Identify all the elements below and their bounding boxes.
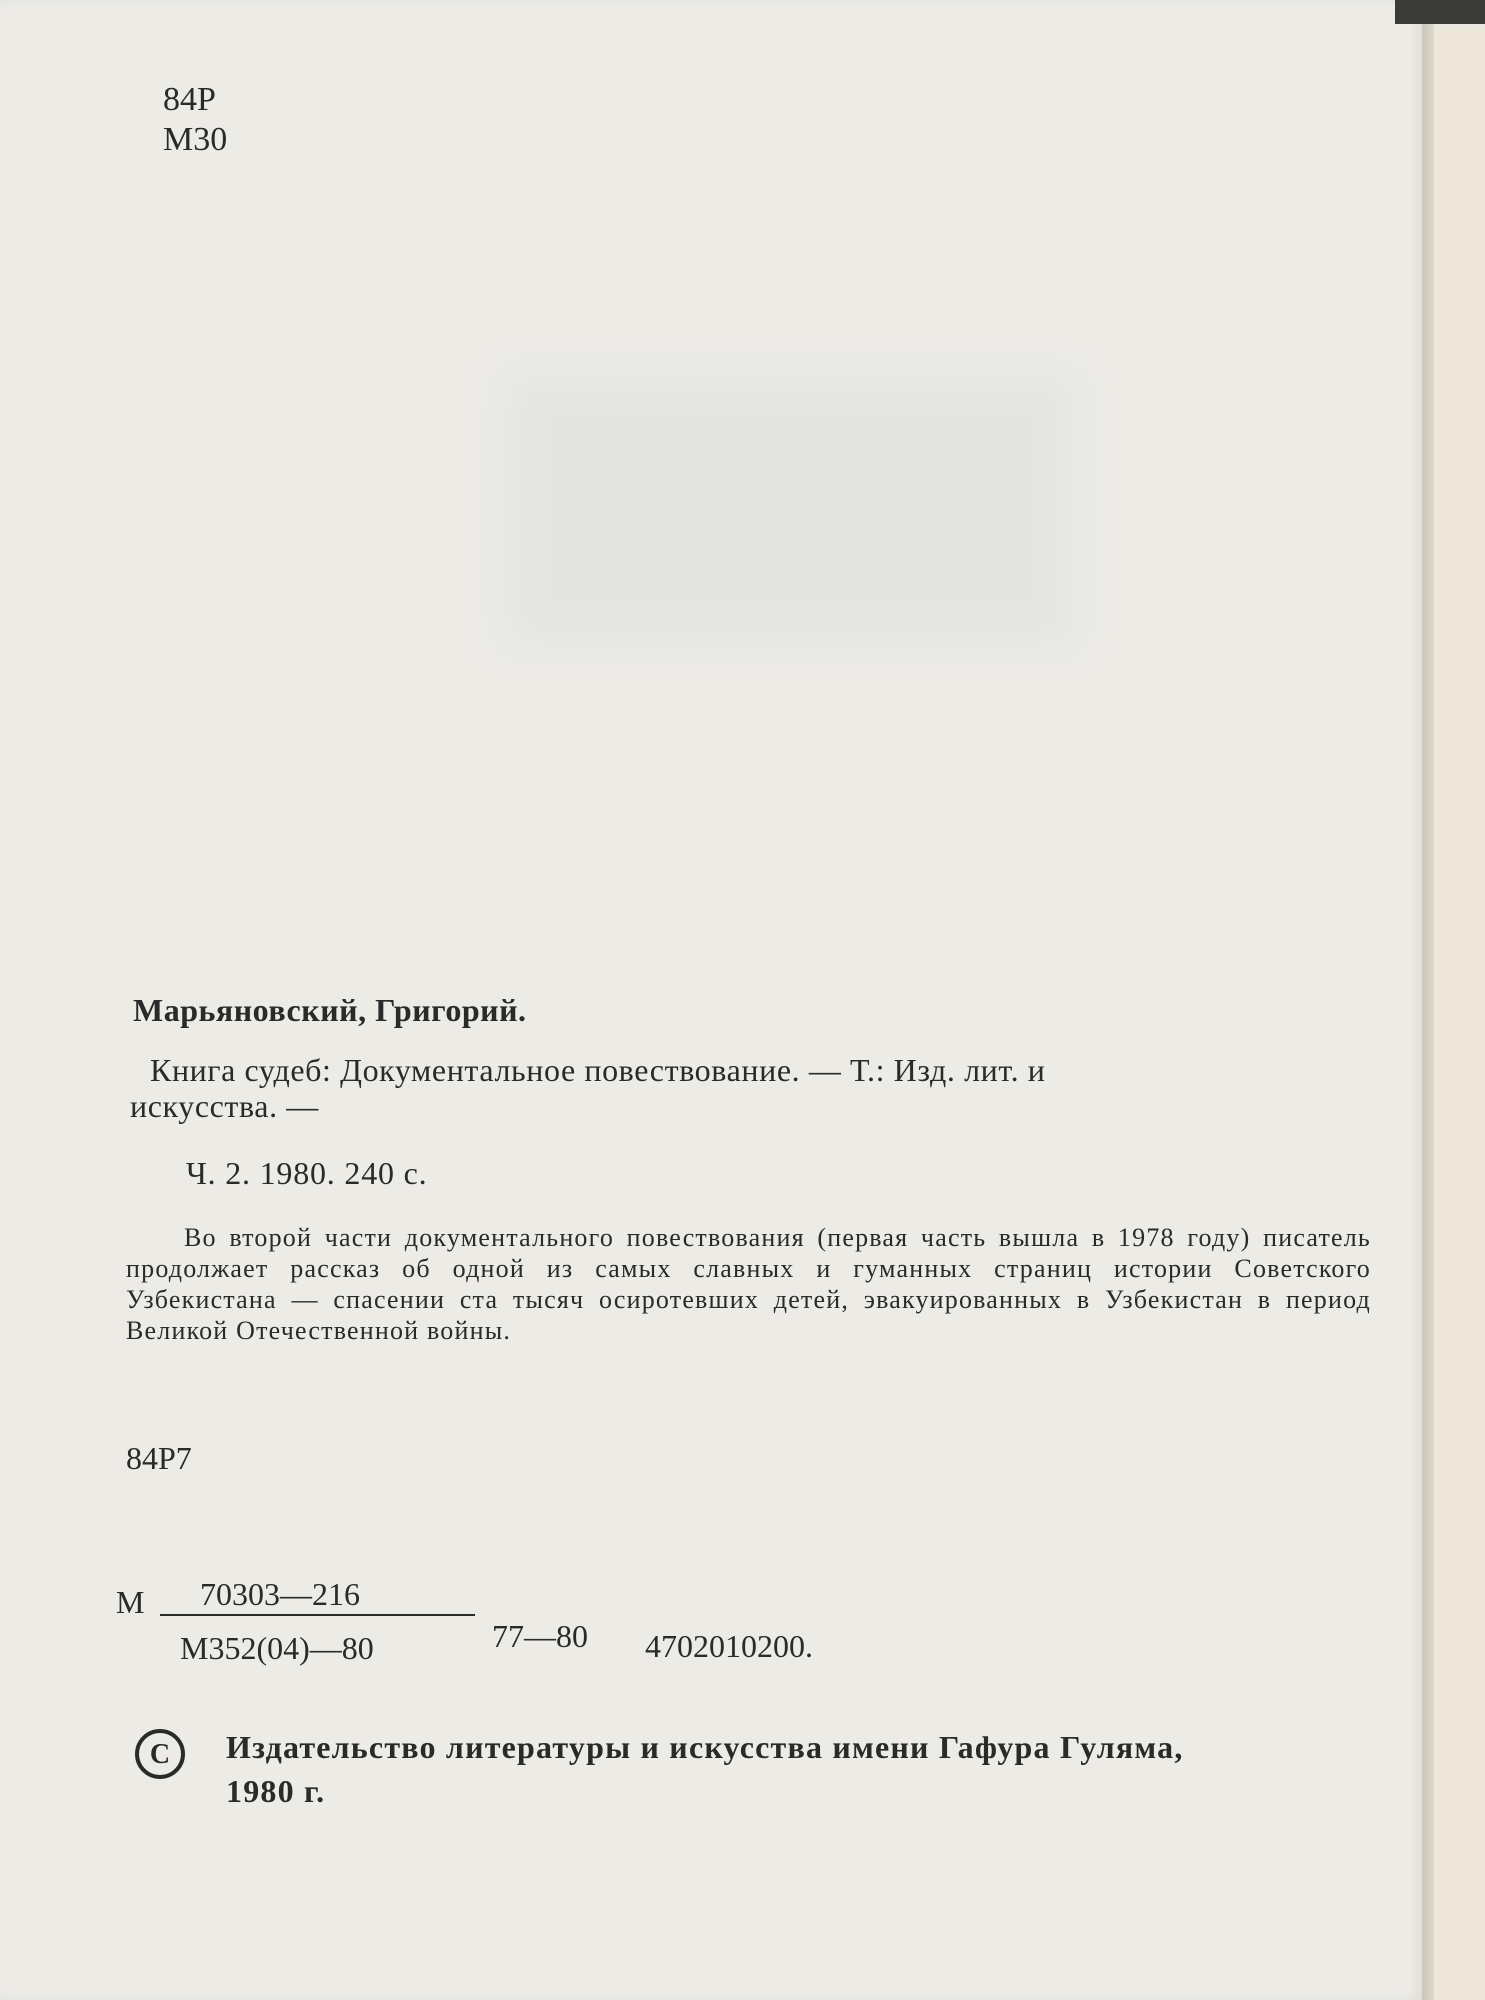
bbk-code: 84Р7 — [126, 1440, 192, 1476]
index-letter: М — [116, 1584, 145, 1620]
cover-shadow — [1395, 0, 1485, 24]
publisher-line-1: Издательство литературы и искусства имени Гафура Гуляма, — [226, 1729, 1184, 1765]
classification-code — [163, 80, 227, 160]
copyright-letter: C — [149, 1739, 171, 1770]
page-edge — [1422, 0, 1434, 2000]
index-denominator: М352(04)—80 — [180, 1630, 374, 1666]
bleed-through-shadow — [510, 380, 1070, 640]
index-code-b: 4702010200. — [645, 1628, 813, 1664]
classification-line-1: 84Р — [163, 81, 216, 118]
volume-info: Ч. 2. 1980. 240 с. — [186, 1155, 428, 1191]
author-heading: Марьяновский, Григорий. — [133, 992, 527, 1028]
publisher-block — [226, 1725, 1184, 1813]
index-code-a: 77—80 — [492, 1618, 588, 1654]
copyright-icon — [134, 1728, 186, 1780]
publisher-line-2: 1980 г. — [226, 1773, 326, 1809]
classification-line-2: М30 — [163, 121, 228, 158]
title-line-2: искусства. — — [130, 1088, 319, 1124]
fraction-bar — [160, 1614, 475, 1616]
index-numerator: 70303—216 — [200, 1576, 360, 1612]
title-line-1: Книга судеб: Документальное повествование. — Т.: Изд. лит. и — [150, 1052, 1046, 1088]
annotation-paragraph: Во второй части документального повествования (первая часть вышла в 1978 году) писатель продолжает рассказ об одной из самых славных и гуманных страниц истории Советского Узбекистана — спасении ста тысяч осиротевших детей, эвакуированных в Узбекистан в период Великой Отечественной войны. — [126, 1223, 1371, 1345]
underlying-page — [1434, 30, 1485, 2000]
